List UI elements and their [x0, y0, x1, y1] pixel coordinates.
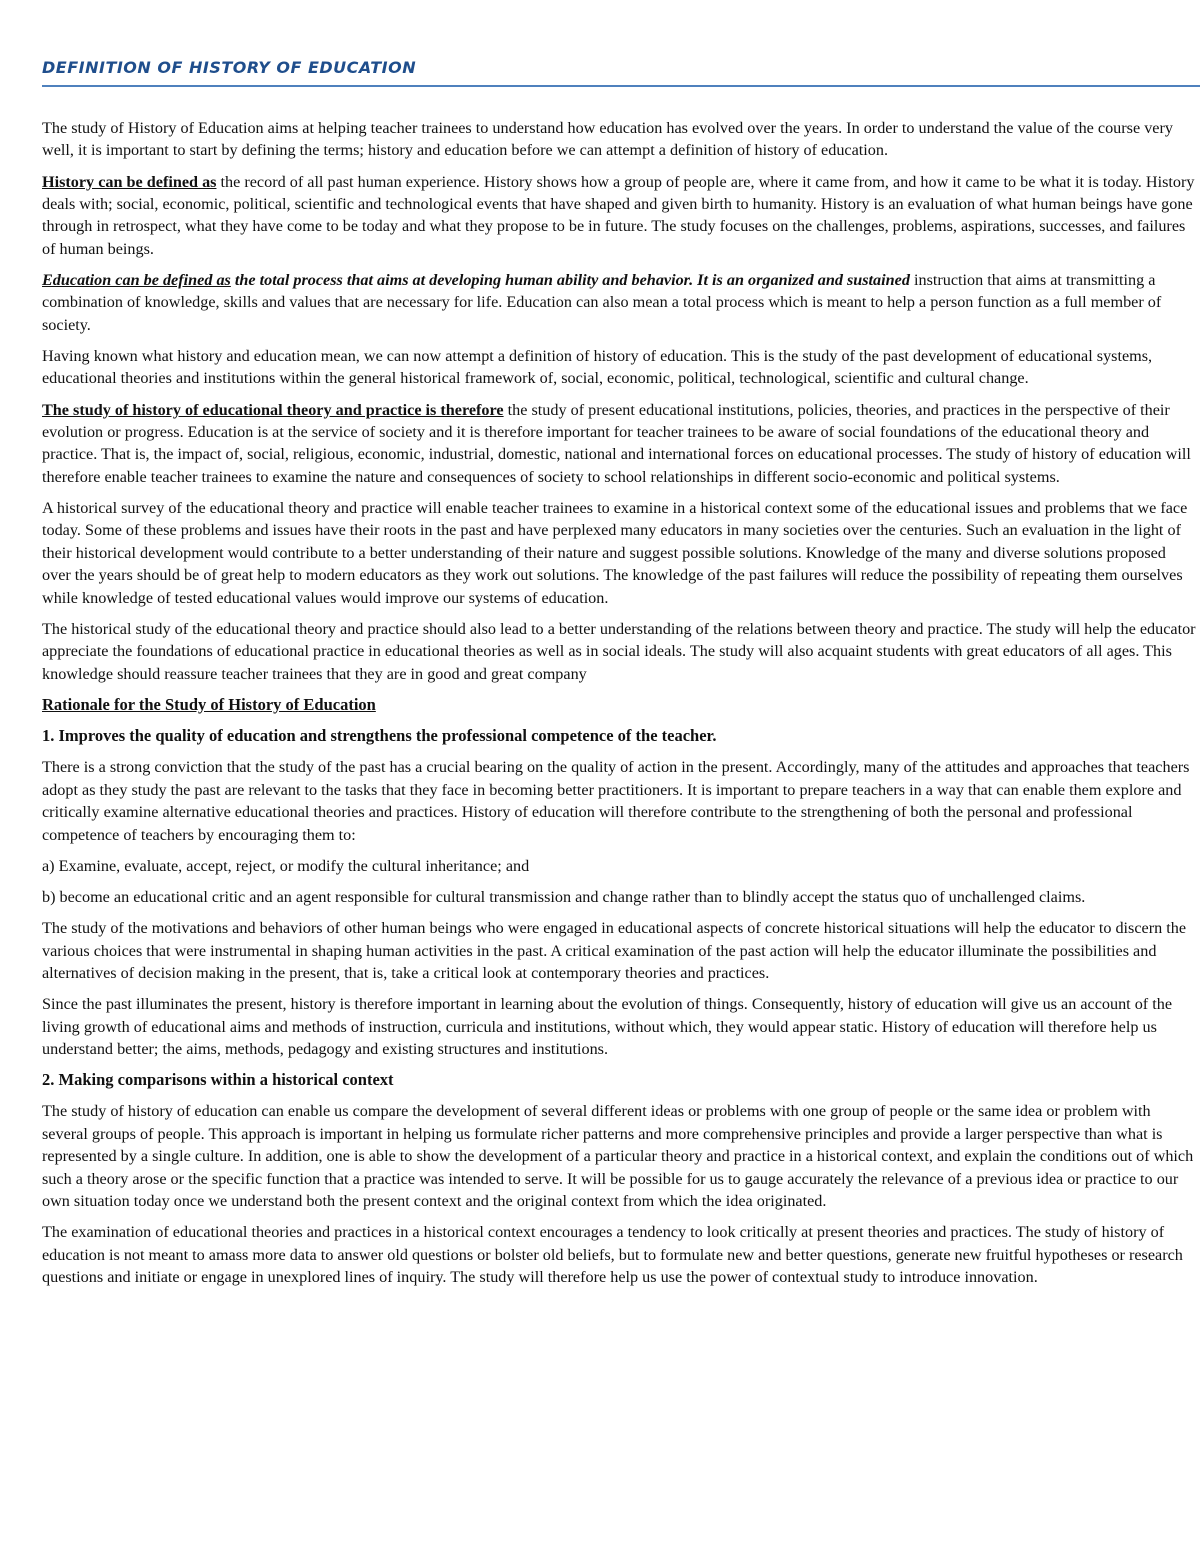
- theory-practice-text: the study of present educational institutions, policies, theories, and practices in the perspective of their evolution or progress. Education is at the service of society and it is therefore important for teacher trainees to be aware of social foundations of the educational theory and practice. That is, the impact of, social, religious, economic, industrial, domestic, national and international forces on educational processes. The study of history of education will therefore enable teacher trainees to examine the nature and consequences of society to school relationships in different socio-economic and political systems.: [42, 400, 1191, 486]
- paragraph-historical-survey: A historical survey of the educational theory and practice will enable teacher trainees to examine in a historical context some of the educational issues and problems that we face today. Some of these problems and issues have their roots in the past and have perplexed many educators in many societies over the centuries. Such an evaluation in the light of their historical development would contribute to a better understanding of their nature and suggest possible solutions. Knowledge of the many and diverse solutions proposed over the years should be of great help to modern educators as they work out solutions. The knowledge of the past failures will reduce the possibility of repeating them ourselves while knowledge of tested educational values would improve our systems of education.: [42, 499, 1188, 607]
- list-item-a: a) Examine, evaluate, accept, reject, or modify the cultural inheritance; and: [42, 856, 530, 875]
- paragraph-motivations: The study of the motivations and behaviors of other human beings who were engaged in educational aspects of concrete historical situations will help the educator to discern the various choices that were instrumental in shaping human activities in the past. A critical examination of the past action will help the educator illuminate the possibilities and alternatives of decision making in the present, that is, take a critical look at contemporary theories and practices.: [42, 919, 1187, 982]
- title-rule: [42, 85, 1200, 87]
- paragraph-conviction: There is a strong conviction that the study of the past has a crucial bearing on the quality of action in the present. Accordingly, many of the attitudes and approaches that teachers adopt as they study the past are relevant to the tasks that they face in becoming better practitioners. It is important to prepare teachers in a way that can enable them explore and critically examine alternative educational theories and practices. History of education will therefore contribute to the strengthening of both the personal and professional competence of teachers by encouraging them to:: [42, 758, 1190, 844]
- education-definition-lead: Education can be defined as: [42, 271, 231, 290]
- paragraph-intro: The study of History of Education aims at helping teacher trainees to understand how education has evolved over the years. In order to understand the value of the course very well, it is important to start by defining the terms; history and education before we can attempt a definition of history of education.: [42, 119, 1173, 160]
- paragraph-comparisons: The study of history of education can enable us compare the development of several different ideas or problems with one group of people or the same idea or problem with several groups of people. This approach is important in helping us formulate richer patterns and more comprehensive principles and provide a larger perspective than what is represented by a single culture. In addition, one is able to show the development of a particular theory and practice in a historical context, and explain the conditions out of which such a theory arose or the specific function that a practice was intended to serve. It will be possible for us to gauge accurately the relevance of a previous idea or practice to our own situation today once we understand both the present context and the original context from which the idea originated.: [42, 1102, 1194, 1211]
- list-item-b: b) become an educational critic and an agent responsible for cultural transmission and change rather than to blindly accept the status quo of unchallenged claims.: [42, 887, 1086, 906]
- heading-rationale: Rationale for the Study of History of Education: [42, 694, 376, 714]
- paragraph-education-definition: [42, 269, 1198, 336]
- paragraph-history-of-education: Having known what history and education mean, we can now attempt a definition of history of education. This is the study of the past development of educational systems, educational theories and institutions within the general historical framework of, social, economic, political, technological, scientific and cultural change.: [42, 347, 1153, 388]
- history-definition-lead: History can be defined as: [42, 172, 217, 191]
- paragraph-examination: The examination of educational theories and practices in a historical context encourages a tendency to look critically at present theories and practices. The study of history of education is not meant to amass more data to answer old questions or bolster old beliefs, but to formulate new and better questions, generate new fruitful hypotheses or research questions and initiate or engage in unexplored lines of inquiry. The study will therefore help us use the power of contextual study to introduce innovation.: [42, 1223, 1183, 1287]
- education-definition-text: instruction that aims at transmitting a combination of knowledge, skills and values that are necessary for life. Education can also mean a total process which is meant to help a person function as a full member of society.: [42, 271, 1162, 334]
- heading-point-2: 2. Making comparisons within a historical context: [42, 1070, 394, 1090]
- paragraph-theory-practice: [42, 399, 1198, 489]
- paragraph-history-definition: [42, 171, 1198, 261]
- paragraph-past-illuminates: Since the past illuminates the present, history is therefore important in learning about the evolution of things. Consequently, history of education will give us an account of the living growth of educational aims and methods of instruction, curricula and institutions, without which, they would appear static. History of education will therefore help us understand better; the aims, methods, pedagogy and existing structures and institutions.: [42, 995, 1173, 1058]
- document-page: [42, 58, 1198, 1297]
- page-title: DEFINITION OF HISTORY OF EDUCATION: [42, 58, 417, 77]
- document-body: [42, 117, 1198, 1288]
- theory-practice-lead: The study of history of educational theory and practice is therefore: [42, 400, 504, 419]
- heading-point-1: 1. Improves the quality of education and strengthens the professional competence of the teacher.: [42, 726, 717, 746]
- history-definition-text: the record of all past human experience. History shows how a group of people are, where it came from, and how it came to be what it is today. History deals with; social, economic, political, scientific and technological events that have shaped and given birth to humanity. History is an evaluation of what human beings have gone through in retrospect, what they have come to be today and what they propose to be in future. The study focuses on the challenges, problems, aspirations, successes, and failures of human beings.: [42, 172, 1195, 258]
- education-definition-bold: the total process that aims at developing human ability and behavior. It is an organized and sustained: [230, 271, 910, 290]
- paragraph-historical-study: The historical study of the educational theory and practice should also lead to a better understanding of the relations between theory and practice. The study will help the educator appreciate the foundations of educational practice in educational theories as well as in social ideals. The study will also acquaint students with great educators of all ages. This knowledge should reassure teacher trainees that they are in good and great company: [42, 619, 1196, 683]
